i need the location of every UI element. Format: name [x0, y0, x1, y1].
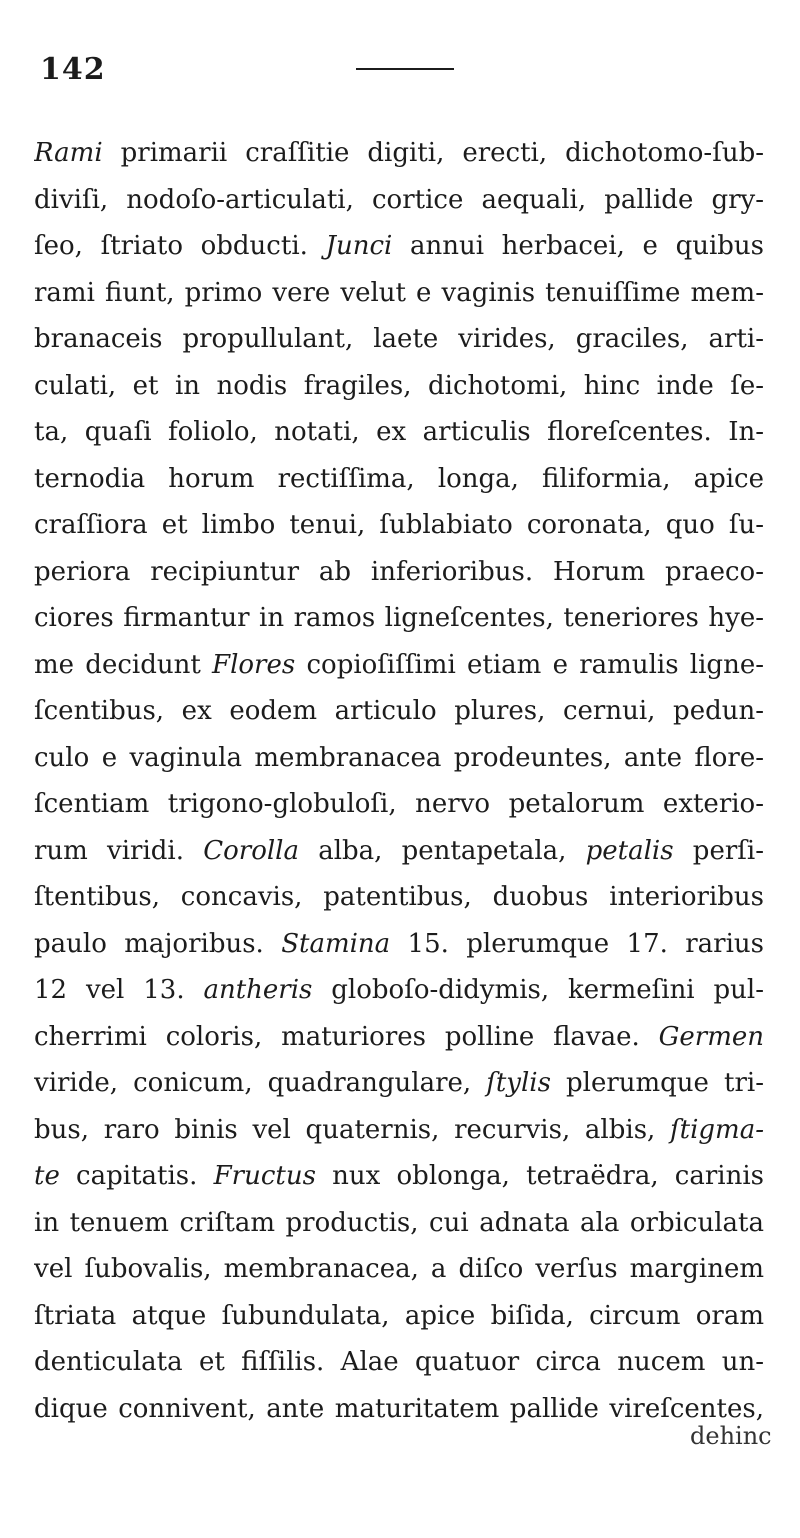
text-run: perſi- — [673, 835, 764, 866]
text-run: culati, et in nodis fragiles, dichotomi, hinc inde ſe- — [34, 370, 764, 401]
text-run: primarii craſſitie digiti, erecti, dichotomo-ſub- — [102, 138, 764, 168]
text-line — [34, 1246, 764, 1293]
text-line — [34, 1293, 764, 1340]
text-run: paulo majoribus. — [34, 928, 282, 959]
catchword: dehinc — [690, 1422, 772, 1450]
text-run: me decidunt — [34, 649, 213, 680]
text-run: copioſiſſimi etiam e ramulis ligne- — [295, 649, 764, 680]
italic-term: ſtylis — [486, 1068, 551, 1098]
text-line — [34, 642, 764, 689]
text-line — [34, 828, 764, 875]
text-line — [34, 363, 764, 410]
italic-term: Rami — [34, 138, 103, 168]
text-line — [34, 1107, 764, 1154]
text-line — [34, 688, 764, 735]
text-run: periora recipiuntur ab inferioribus. Horum praeco- — [34, 556, 764, 587]
text-run: ſcentiam trigono-globuloſi, nervo petalorum exterio- — [34, 789, 764, 819]
text-run: branaceis propullulant, laete virides, graciles, arti- — [34, 324, 764, 354]
text-run: cherrimi coloris, maturiores polline flavae. — [34, 1021, 659, 1052]
text-line — [34, 1014, 764, 1061]
text-line — [34, 177, 764, 224]
text-run: ſtriata atque ſubundulata, apice biſida, circum oram — [34, 1300, 764, 1331]
text-run: 12 vel 13. — [34, 975, 204, 1005]
text-line — [34, 595, 764, 642]
text-run: capitatis. — [59, 1161, 214, 1191]
text-run: nux oblonga, tetraëdra, carinis — [315, 1161, 764, 1191]
italic-term: Stamina — [281, 928, 391, 959]
text-run: rami fiunt, primo vere velut e vaginis tenuiſſime mem- — [34, 277, 764, 308]
text-line — [34, 549, 764, 596]
text-line — [34, 456, 764, 503]
header-rule — [356, 68, 454, 70]
italic-term: Germen — [658, 1021, 764, 1052]
italic-term: petalis — [585, 835, 674, 866]
text-line — [34, 409, 764, 456]
text-line — [34, 502, 764, 549]
text-line — [34, 130, 764, 177]
text-line — [34, 781, 764, 828]
text-run: ternodia horum rectiſſima, longa, filiformia, apice — [34, 463, 764, 494]
italic-term: te — [34, 1161, 60, 1191]
text-run: vel ſubovalis, membranacea, a diſco verſus marginem — [34, 1254, 764, 1284]
italic-term: ſtigma- — [670, 1114, 764, 1145]
body-text — [34, 130, 764, 1432]
text-run: ſtentibus, concavis, patentibus, duobus interioribus — [34, 882, 764, 912]
text-run: in tenuem criſtam productis, cui adnata ala orbiculata — [34, 1207, 764, 1238]
italic-term: Flores — [212, 649, 296, 680]
text-run: viride, conicum, quadrangulare, — [34, 1068, 487, 1098]
text-run: culo e vaginula membranacea prodeuntes, ante flore- — [34, 742, 764, 773]
text-run: ta, quaſi foliolo, notati, ex articulis floreſcentes. In- — [34, 417, 764, 447]
text-line — [34, 1339, 764, 1386]
text-run: ciores firmantur in ramos ligneſcentes, teneriores hye- — [34, 603, 764, 633]
text-run: globoſo-didymis, kermeſini pul- — [312, 975, 764, 1005]
text-line — [34, 270, 764, 317]
text-run: 15. plerumque 17. rarius — [390, 928, 764, 959]
text-line — [34, 316, 764, 363]
text-line — [34, 874, 764, 921]
text-line — [34, 1200, 764, 1247]
text-line — [34, 735, 764, 782]
italic-term: antheris — [203, 975, 313, 1005]
italic-term: Fructus — [213, 1161, 316, 1191]
text-run: ſcentibus, ex eodem articulo plures, cernui, pedun- — [34, 696, 764, 726]
text-run: dique connivent, ante maturitatem pallide vireſcentes, — [34, 1393, 764, 1424]
text-run: craſſiora et limbo tenui, ſublabiato coronata, quo ſu- — [34, 510, 764, 540]
italic-term: Corolla — [203, 835, 299, 866]
text-run: ſeo, ſtriato obducti. — [34, 231, 326, 261]
text-run: plerumque tri- — [550, 1068, 764, 1098]
text-line — [34, 967, 764, 1014]
text-line — [34, 1060, 764, 1107]
text-line — [34, 223, 764, 270]
page-number: 142 — [40, 52, 106, 87]
text-run: rum viridi. — [34, 835, 204, 866]
text-line — [34, 1153, 764, 1200]
text-run: bus, raro binis vel quaternis, recurvis, albis, — [34, 1114, 671, 1145]
text-run: diviſi, nodoſo-articulati, cortice aequali, pallide gry- — [34, 184, 764, 215]
text-run: alba, pentapetala, — [299, 835, 586, 866]
text-run: annui herbacei, e quibus — [392, 231, 764, 261]
italic-term: Junci — [325, 231, 393, 261]
text-run: denticulata et fiſſilis. Alae quatuor circa nucem un- — [34, 1347, 764, 1377]
text-line — [34, 1386, 764, 1433]
text-line — [34, 921, 764, 968]
